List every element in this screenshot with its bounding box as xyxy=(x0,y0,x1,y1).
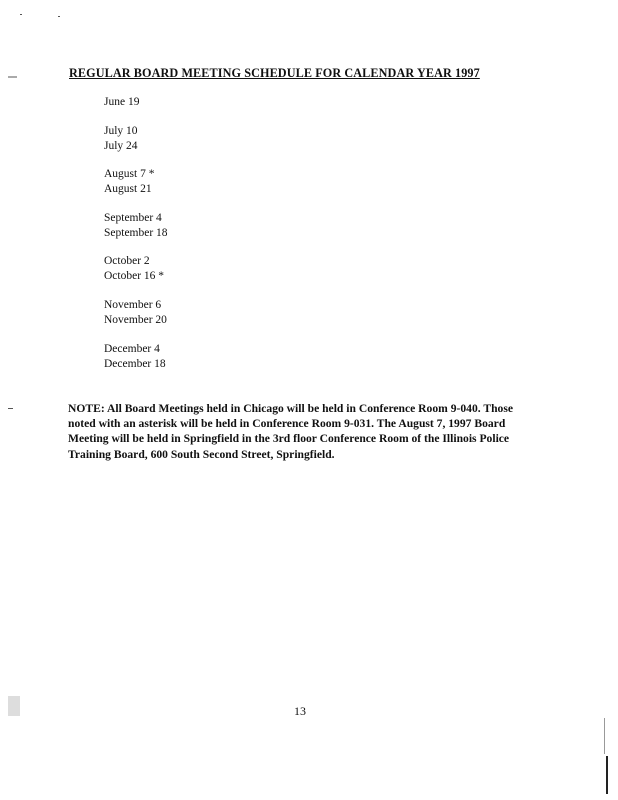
meeting-date: November 20 xyxy=(104,314,167,326)
scan-edge-line xyxy=(604,718,605,754)
scan-speck xyxy=(58,16,60,17)
meeting-date: September 4 xyxy=(104,212,162,224)
meeting-date: July 10 xyxy=(104,125,138,137)
meeting-date: December 18 xyxy=(104,358,166,370)
meeting-date: October 16 * xyxy=(104,270,165,282)
page-number: 13 xyxy=(294,704,306,718)
scan-smudge xyxy=(8,696,20,716)
meeting-date: August 7 * xyxy=(104,168,155,180)
note-line: Meeting will be held in Springfield in the 3rd floor Conference Room of the Illinois Police xyxy=(68,432,510,446)
meeting-date: November 6 xyxy=(104,299,162,311)
meeting-location-note xyxy=(68,401,558,462)
meeting-date: December 4 xyxy=(104,343,160,355)
meeting-date: August 21 xyxy=(104,183,152,195)
meeting-date: June 19 xyxy=(104,96,140,108)
scan-speck xyxy=(8,76,17,78)
note-line: NOTE: All Board Meetings held in Chicago will be held in Conference Room 9-040. Those xyxy=(68,402,513,415)
note-line: noted with an asterisk will be held in Conference Room 9-031. The August 7, 1997 Board xyxy=(68,417,506,431)
meeting-date: July 24 xyxy=(104,140,138,152)
page-title: REGULAR BOARD MEETING SCHEDULE FOR CALENDAR YEAR 1997 xyxy=(69,66,480,80)
scan-speck xyxy=(8,408,13,409)
meeting-date: October 2 xyxy=(104,255,150,267)
note-line: Training Board, 600 South Second Street, Springfield. xyxy=(68,447,335,461)
scan-edge-line xyxy=(606,756,608,794)
meeting-date: September 18 xyxy=(104,227,168,239)
scan-speck xyxy=(20,14,22,15)
